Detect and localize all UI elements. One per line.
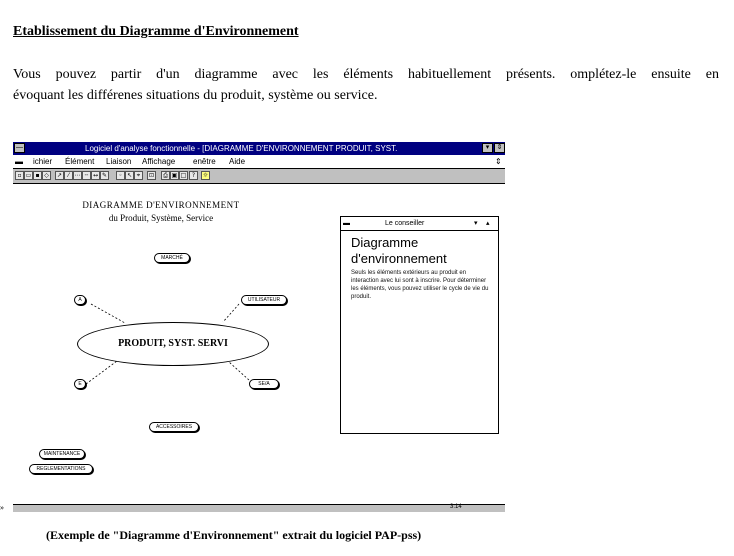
node-e[interactable]: E [74,379,86,389]
system-menu-icon[interactable]: — [16,144,23,151]
node-sea[interactable]: SE/A [249,379,279,389]
shape-icon[interactable]: ◇ [42,171,51,180]
select-icon[interactable]: ⊡ [148,172,155,179]
menu-element[interactable]: Élément [65,157,95,166]
paragraph-line-2: évoquant les différenes situations du produit, système ou service. [13,88,378,103]
dotted-icon[interactable]: ⋯ [74,172,81,179]
line-icon[interactable]: ⁄ [64,171,73,180]
diagram-subtitle: du Produit, Système, Service [108,213,214,223]
link-line [91,304,125,323]
minimize-icon[interactable]: ▾ [482,143,493,153]
node-reglementations[interactable]: REGLEMENTATIONS [29,464,93,474]
node-utilisateur[interactable]: UTILISATEUR [241,295,287,305]
advisor-window-title: Le conseiller [385,220,425,227]
save-icon[interactable]: ▪ [33,171,42,180]
tip-icon[interactable]: ☼ [202,172,209,179]
menu-fenetre[interactable]: enêtre [193,157,216,166]
open-icon[interactable]: ▭ [25,172,32,179]
menu-fichier[interactable]: ichier [33,157,53,166]
link-line [223,304,239,322]
print-icon[interactable]: ⎙ [161,171,170,180]
advisor-title-bar [341,217,498,231]
link-line [229,362,249,380]
dash-icon[interactable]: ╌ [82,171,91,180]
arrow-icon[interactable]: ↔ [92,172,99,179]
square-icon[interactable]: □ [180,172,187,179]
doc-menu-icon[interactable]: ▬ [15,157,23,166]
node-accessoires[interactable]: ACCESSOIRES [149,422,199,432]
zoom-icon[interactable]: ⌖ [134,171,143,180]
link-line [86,361,117,384]
advisor-menu-icon[interactable]: ▬ [343,220,350,227]
connector-icon[interactable]: ◦ [116,171,125,180]
help-icon[interactable]: ? [189,171,198,180]
advisor-minimize-icon[interactable]: ▾ [474,220,478,227]
node-a[interactable]: A [74,295,86,305]
left-margin-marker: » [0,503,4,512]
page-heading: Etablissement du Diagramme d'Environnement [13,24,299,39]
software-screenshot [13,142,505,513]
window-icon[interactable]: ▣ [171,172,178,179]
app-window-title: Logiciel d'analyse fonctionnelle - [DIAGRAMME D'ENVIRONNEMENT PRODUIT, SYST. [85,144,398,153]
central-product-node[interactable]: PRODUIT, SYST. SERVI [77,322,269,366]
menu-aide[interactable]: Aide [229,157,246,166]
node-marche[interactable]: MARCHÉ [154,253,190,263]
menu-affichage[interactable]: Affichage [142,157,176,166]
highlight-icon[interactable]: ✎ [101,172,108,179]
status-position: 3:14 [450,504,462,510]
doc-restore-icon[interactable]: ⇕ [495,157,502,166]
figure-caption: (Exemple de "Diagramme d'Environnement" extrait du logiciel PAP-pss) [46,528,422,542]
new-icon[interactable]: ▫ [15,171,24,180]
advisor-heading: Diagramme d'environnement [351,235,447,266]
advisor-maximize-icon[interactable]: ▴ [486,220,490,227]
advisor-panel [340,216,499,434]
restore-icon[interactable]: ⇕ [494,143,505,153]
pointer-icon[interactable]: ↖ [126,172,133,179]
advisor-body: Seuls les éléments extérieurs au produit en interaction avec lui sont à inscrire. Pour déterminer les éléments, vous pouvez utiliser le cycle de vie du produit. [351,270,489,300]
link-icon[interactable]: ↗ [56,172,63,179]
horizontal-scrollbar[interactable] [13,504,505,512]
menu-liaison[interactable]: Liaison [106,157,132,166]
node-maintenance[interactable]: MAINTENANCE [39,449,85,459]
paragraph-line-1: Vous pouvez partir d'un diagramme avec les éléments habituellement présents. omplétez-le ensuite en [13,67,719,82]
intro-paragraph [13,64,719,106]
diagram-title: DIAGRAMME D'ENVIRONNEMENT [82,200,240,210]
